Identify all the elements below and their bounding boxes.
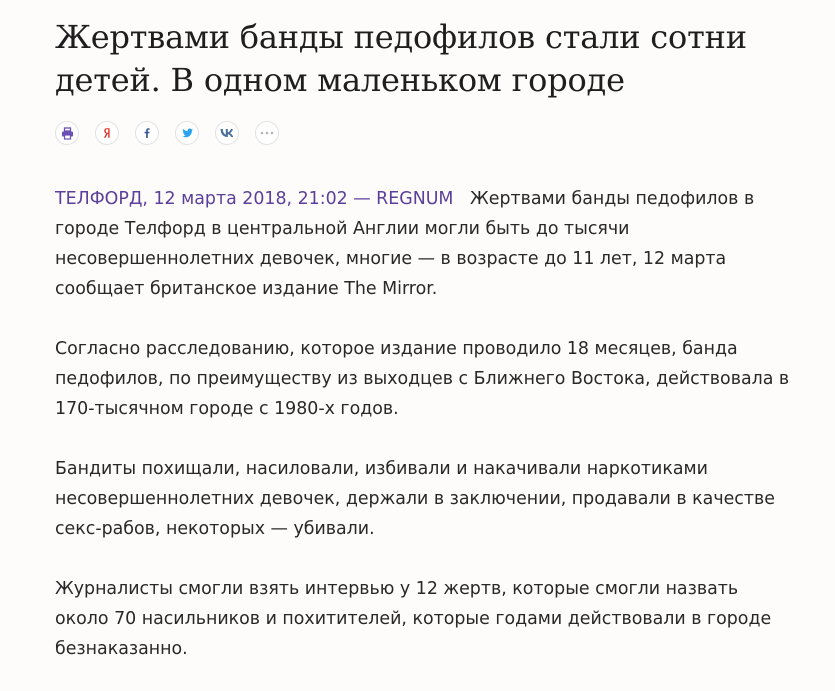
yandex-share-button[interactable] xyxy=(95,121,119,145)
lead-paragraph xyxy=(55,184,795,304)
article-title: Жертвами банды педофилов стали сотни детей. В одном маленьком городе xyxy=(55,18,747,99)
print-button[interactable] xyxy=(55,121,79,145)
facebook-share-button[interactable] xyxy=(135,121,159,145)
lead-text: Жертвами банды педофилов в городе Телфорд в центральной Англии могли быть до тысячи несовершеннолетних девочек, многие — в возрасте до 11 лет, 12 марта сообщает британское издание The Mirror. xyxy=(55,189,755,299)
article-paragraph: Согласно расследованию, которое издание проводило 18 месяцев, банда педофилов, по преимуществу из выходцев с Ближнего Востока, действовала в 170-тысячном городе с 1980-х годов. xyxy=(55,339,790,419)
more-icon xyxy=(260,131,274,135)
article-paragraph: Журналисты смогли взять интервью у 12 жертв, которые смогли назвать около 70 насильников и похитителей, которые годами действовали в городе безнаказанно. xyxy=(55,579,772,659)
share-bar xyxy=(55,121,279,147)
twitter-share-button[interactable] xyxy=(175,121,199,145)
article-body xyxy=(55,184,795,691)
yandex-icon xyxy=(101,127,113,139)
vk-icon xyxy=(220,128,234,138)
more-share-button[interactable] xyxy=(255,121,279,145)
facebook-icon xyxy=(141,127,153,139)
vk-share-button[interactable] xyxy=(215,121,239,145)
article-paragraph: Бандиты похищали, насиловали, избивали и накачивали наркотиками несовершеннолетних девочек, держали в заключении, продавали в качестве секс-рабов, некоторых — убивали. xyxy=(55,459,775,539)
print-icon xyxy=(61,127,74,140)
dateline: ТЕЛФОРД, 12 марта 2018, 21:02 — REGNUM xyxy=(55,189,454,209)
twitter-icon xyxy=(181,127,194,139)
